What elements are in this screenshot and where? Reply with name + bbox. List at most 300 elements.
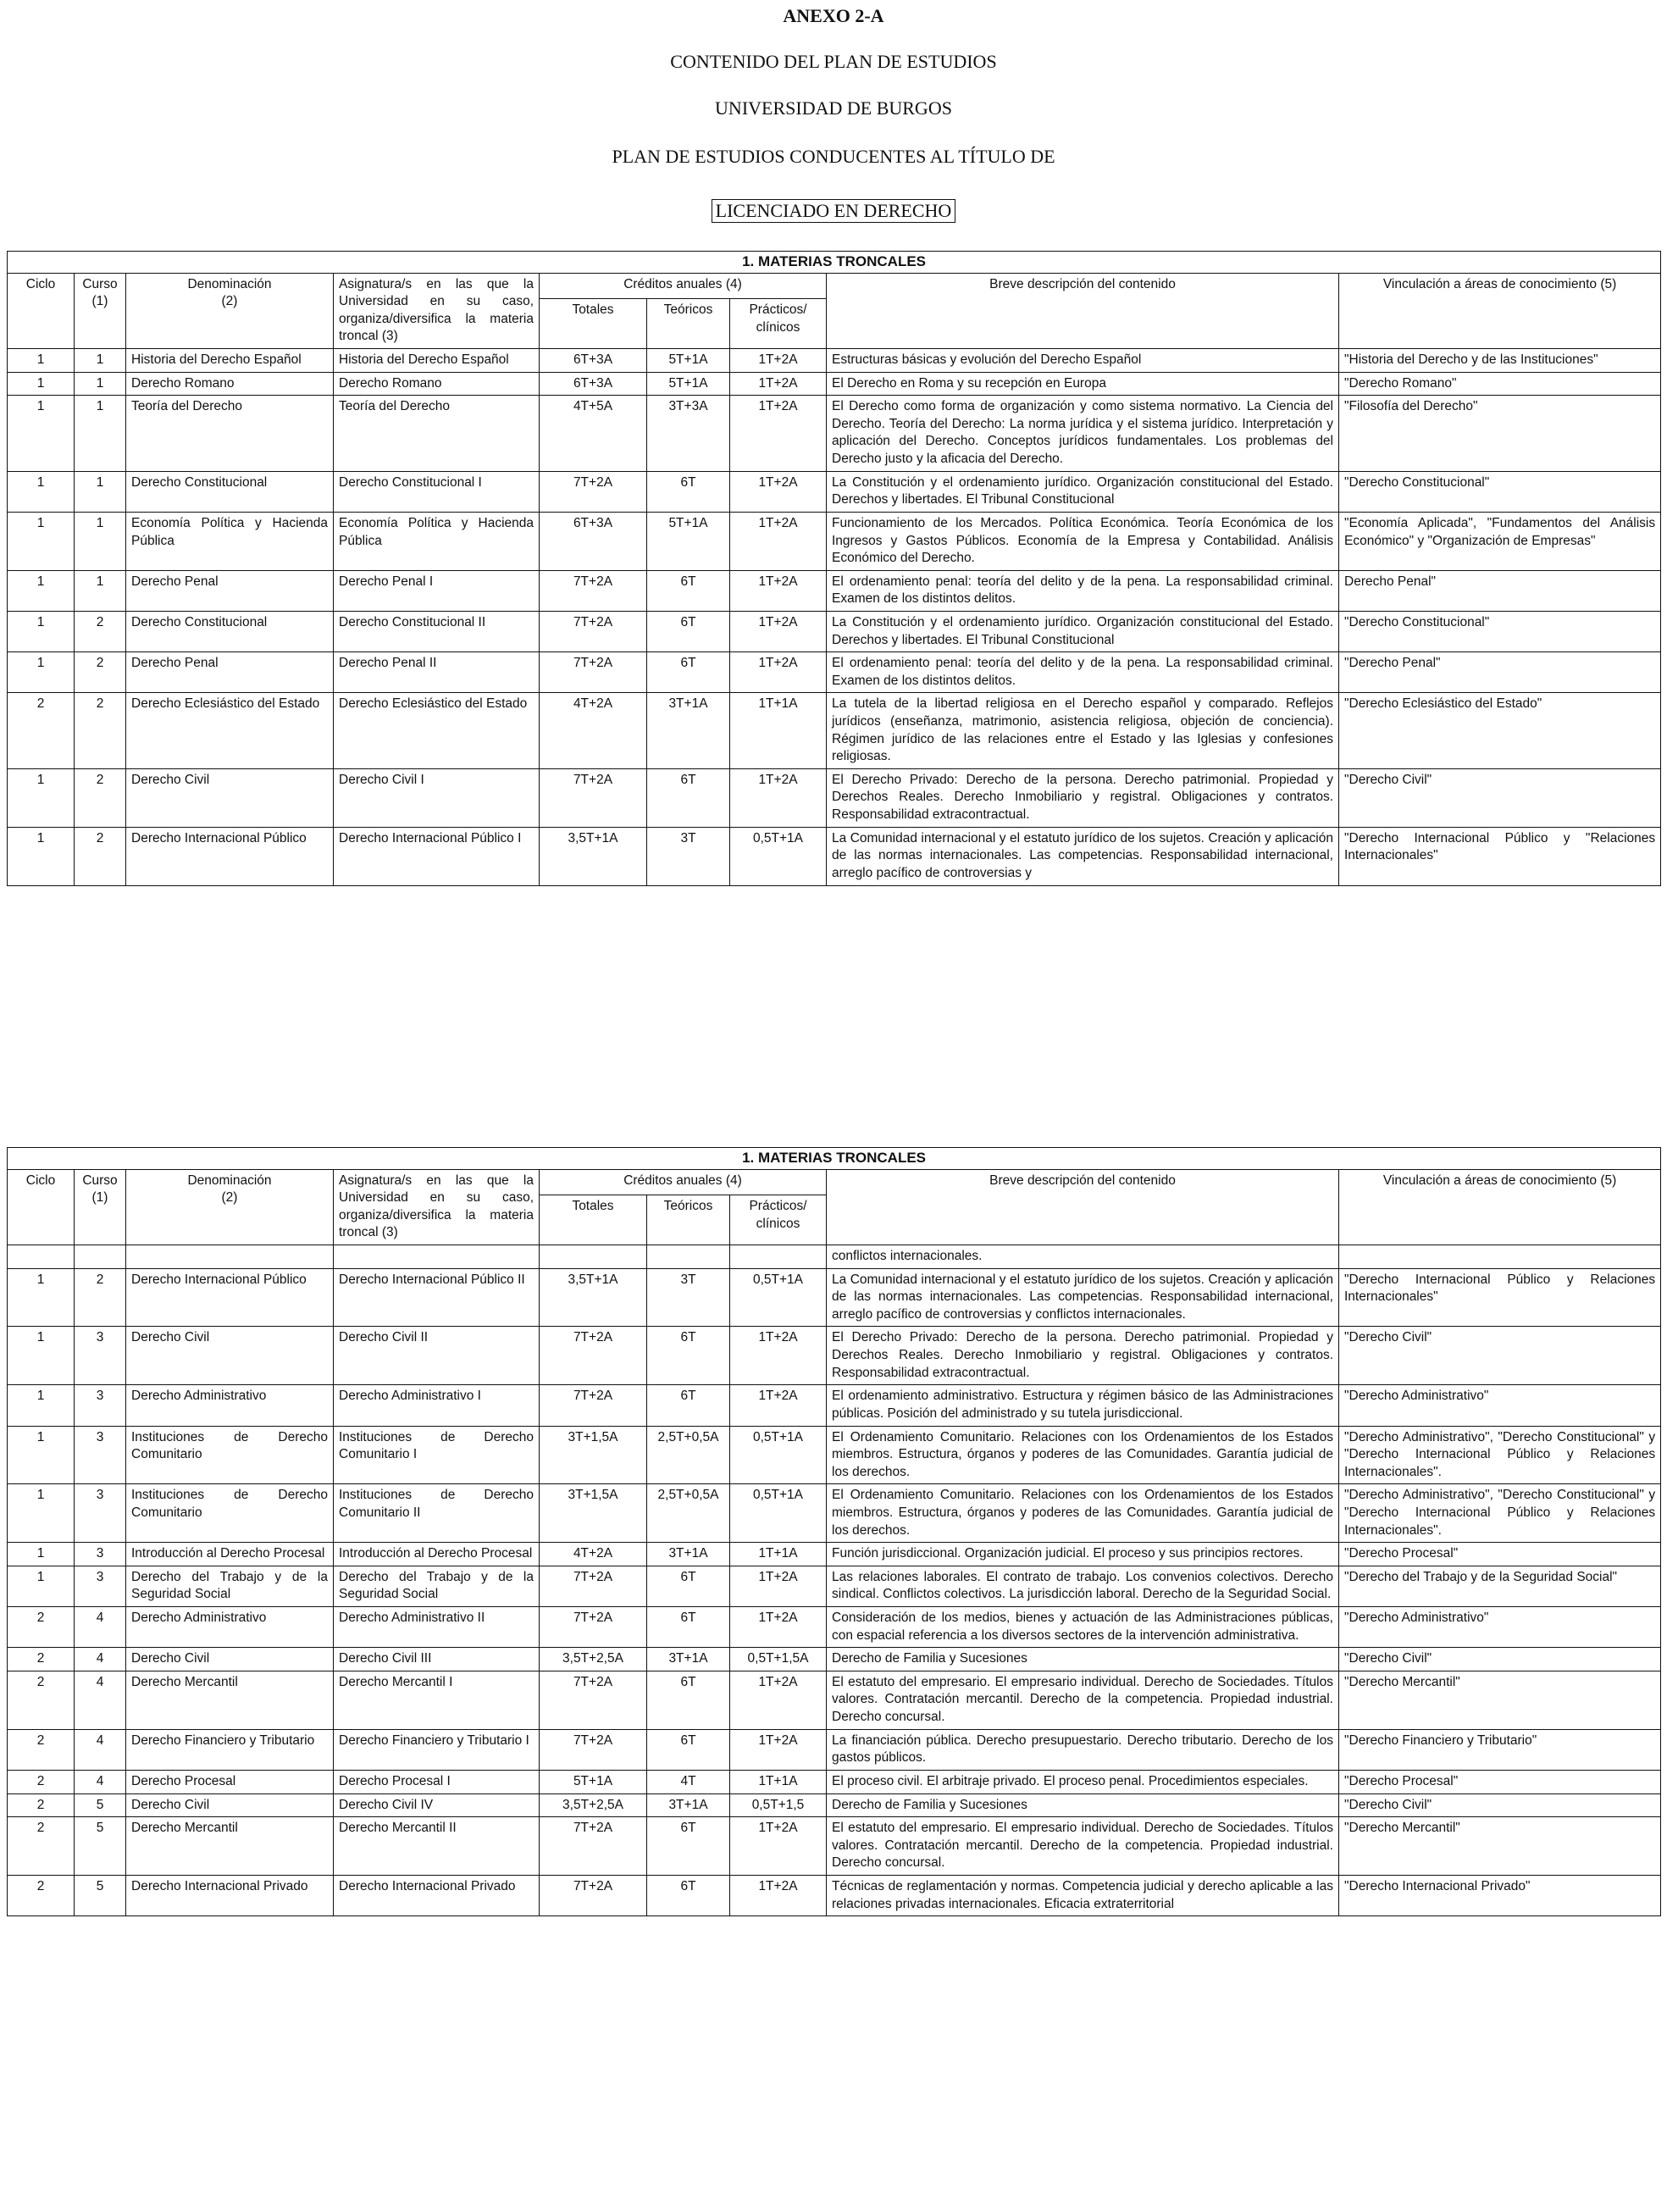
- cell-descripcion: Las relaciones laborales. El contrato de trabajo. Los convenios colectivos. Derecho sindical. Conflictos colectivos. La jurisdicción laboral. Derecho de la Seguridad Social.: [827, 1566, 1339, 1606]
- table-row: [8, 1607, 1661, 1648]
- cell-vinculacion: "Derecho Mercantil": [1339, 1671, 1661, 1729]
- table-row: [8, 1327, 1661, 1385]
- cell-denominacion: Derecho Administrativo: [126, 1385, 334, 1426]
- cell-descripcion: El Ordenamiento Comunitario. Relaciones con los Ordenamientos de los Estados miembros. Estructura, órganos y poderes de las Comunidades. Garantía judicial de los derechos.: [827, 1484, 1339, 1543]
- cell-curso: 2: [75, 693, 126, 768]
- cell-practicos: 1T+2A: [730, 471, 827, 512]
- cell-curso: 3: [75, 1426, 126, 1484]
- cell-practicos: 1T+2A: [730, 1671, 827, 1729]
- cell-ciclo: 1: [8, 768, 75, 827]
- cell-teoricos: 5T+1A: [647, 512, 730, 570]
- cell-ciclo: 2: [8, 1671, 75, 1729]
- table-row: [8, 512, 1661, 570]
- cell-vinculacion: "Derecho Constitucional": [1339, 611, 1661, 651]
- cell-vinculacion: "Derecho Financiero y Tributario": [1339, 1729, 1661, 1770]
- cell-practicos: 0,5T+1A: [730, 1484, 827, 1543]
- cell-teoricos: 2,5T+0,5A: [647, 1426, 730, 1484]
- cell-teoricos: 6T: [647, 768, 730, 827]
- cell-curso: [75, 1245, 126, 1269]
- cell-curso: 3: [75, 1566, 126, 1606]
- cell-curso: 2: [75, 1268, 126, 1327]
- col-descripcion: Breve descripción del contenido: [827, 1169, 1339, 1245]
- cell-practicos: 1T+1A: [730, 1770, 827, 1793]
- cell-practicos: 0,5T+1A: [730, 1426, 827, 1484]
- cell-denominacion: Derecho Mercantil: [126, 1817, 334, 1876]
- cell-vinculacion: "Historia del Derecho y de las Instituciones": [1339, 349, 1661, 373]
- cell-teoricos: 6T: [647, 1385, 730, 1426]
- table-row: [8, 768, 1661, 827]
- cell-descripcion: Derecho de Familia y Sucesiones: [827, 1793, 1339, 1817]
- cell-practicos: 1T+2A: [730, 372, 827, 396]
- cell-asignatura: Derecho Romano: [334, 372, 540, 396]
- table-row: [8, 827, 1661, 885]
- col-denominacion: [126, 1169, 334, 1245]
- cell-teoricos: 6T: [647, 652, 730, 693]
- cell-curso: 1: [75, 396, 126, 471]
- table-row: [8, 1770, 1661, 1793]
- cell-teoricos: 3T+1A: [647, 1793, 730, 1817]
- cell-totales: 6T+3A: [540, 512, 647, 570]
- cell-practicos: 1T+2A: [730, 570, 827, 611]
- cell-totales: 7T+2A: [540, 1729, 647, 1770]
- cell-asignatura: Derecho Administrativo I: [334, 1385, 540, 1426]
- cell-descripcion: La Comunidad internacional y el estatuto jurídico de los sujetos. Creación y aplicación de las normas internacionales. Las competencias. Responsabilidad internacional, arreglo pacífico de controversias y conflictos internacionales.: [827, 1268, 1339, 1327]
- cell-vinculacion: "Derecho Internacional Público y Relaciones Internacionales": [1339, 1268, 1661, 1327]
- cell-denominacion: Derecho Internacional Privado: [126, 1875, 334, 1915]
- cell-ciclo: 1: [8, 1268, 75, 1327]
- col-practicos: Prácticos/ clínicos: [730, 299, 827, 349]
- cell-denominacion: [126, 1245, 334, 1269]
- cell-descripcion: conflictos internacionales.: [827, 1245, 1339, 1269]
- table-row: [8, 396, 1661, 471]
- col-teoricos: Teóricos: [647, 299, 730, 349]
- table-row: [8, 1648, 1661, 1671]
- cell-ciclo: [8, 1245, 75, 1269]
- cell-totales: 7T+2A: [540, 768, 647, 827]
- cell-denominacion: Derecho Internacional Público: [126, 827, 334, 885]
- table-materias-troncales-1: [7, 251, 1661, 886]
- col-totales: Totales: [540, 299, 647, 349]
- cell-practicos: 1T+1A: [730, 693, 827, 768]
- cell-curso: 5: [75, 1793, 126, 1817]
- cell-vinculacion: "Derecho Civil": [1339, 1648, 1661, 1671]
- cell-curso: 1: [75, 512, 126, 570]
- cell-practicos: 1T+2A: [730, 611, 827, 651]
- cell-ciclo: 1: [8, 372, 75, 396]
- cell-descripcion: El ordenamiento administrativo. Estructura y régimen básico de las Administraciones públicas. Posición del administrado y su tutela jurisdiccional.: [827, 1385, 1339, 1426]
- cell-vinculacion: "Derecho Civil": [1339, 1793, 1661, 1817]
- cell-curso: 3: [75, 1543, 126, 1566]
- cell-totales: 7T+2A: [540, 471, 647, 512]
- cell-ciclo: 1: [8, 396, 75, 471]
- cell-asignatura: Economía Política y Hacienda Pública: [334, 512, 540, 570]
- cell-asignatura: [334, 1245, 540, 1269]
- table-row: [8, 570, 1661, 611]
- annex-title: ANEXO 2-A: [783, 5, 884, 26]
- cell-teoricos: 6T: [647, 1327, 730, 1385]
- cell-totales: 3,5T+1A: [540, 827, 647, 885]
- cell-totales: 3,5T+1A: [540, 1268, 647, 1327]
- cell-teoricos: 6T: [647, 611, 730, 651]
- col-teoricos: Teóricos: [647, 1195, 730, 1245]
- table-row: [8, 1817, 1661, 1876]
- cell-asignatura: Derecho Civil II: [334, 1327, 540, 1385]
- table-row: [8, 471, 1661, 512]
- cell-asignatura: Derecho Mercantil I: [334, 1671, 540, 1729]
- cell-practicos: 1T+1A: [730, 1543, 827, 1566]
- cell-practicos: [730, 1245, 827, 1269]
- cell-curso: 3: [75, 1385, 126, 1426]
- cell-asignatura: Derecho Internacional Privado: [334, 1875, 540, 1915]
- col-totales: Totales: [540, 1195, 647, 1245]
- cell-practicos: 1T+2A: [730, 512, 827, 570]
- cell-teoricos: 3T: [647, 1268, 730, 1327]
- cell-curso: 1: [75, 372, 126, 396]
- cell-asignatura: Derecho Administrativo II: [334, 1607, 540, 1648]
- cell-asignatura: Derecho Mercantil II: [334, 1817, 540, 1876]
- col-descripcion: Breve descripción del contenido: [827, 273, 1339, 348]
- cell-teoricos: 3T: [647, 827, 730, 885]
- cell-denominacion: Derecho Civil: [126, 1648, 334, 1671]
- cell-vinculacion: "Derecho Penal": [1339, 652, 1661, 693]
- cell-teoricos: 6T: [647, 1875, 730, 1915]
- plan-content-heading: CONTENIDO DEL PLAN DE ESTUDIOS: [670, 51, 997, 72]
- col-ciclo: Ciclo: [8, 1169, 75, 1245]
- cell-totales: 3,5T+2,5A: [540, 1793, 647, 1817]
- table-row: [8, 652, 1661, 693]
- cell-vinculacion: "Derecho Mercantil": [1339, 1817, 1661, 1876]
- cell-ciclo: 1: [8, 1385, 75, 1426]
- cell-practicos: 0,5T+1,5A: [730, 1648, 827, 1671]
- cell-vinculacion: "Derecho Procesal": [1339, 1543, 1661, 1566]
- cell-teoricos: 5T+1A: [647, 372, 730, 396]
- cell-ciclo: 1: [8, 1327, 75, 1385]
- cell-teoricos: 6T: [647, 471, 730, 512]
- table-row: [8, 611, 1661, 651]
- university-name: UNIVERSIDAD DE BURGOS: [715, 97, 952, 119]
- cell-descripcion: El estatuto del empresario. El empresario individual. Derecho de Sociedades. Títulos valores. Contratación mercantil. Derecho de la competencia. Propiedad industrial. Derecho concursal.: [827, 1671, 1339, 1729]
- cell-curso: 2: [75, 611, 126, 651]
- cell-totales: 3,5T+2,5A: [540, 1648, 647, 1671]
- cell-vinculacion: "Filosofía del Derecho": [1339, 396, 1661, 471]
- table-row: [8, 1245, 1661, 1269]
- cell-ciclo: 1: [8, 1426, 75, 1484]
- cell-denominacion: Teoría del Derecho: [126, 396, 334, 471]
- cell-descripcion: Estructuras básicas y evolución del Derecho Español: [827, 349, 1339, 373]
- cell-descripcion: El ordenamiento penal: teoría del delito y de la pena. La responsabilidad criminal. Examen de los distintos delitos.: [827, 570, 1339, 611]
- col-creditos: Créditos anuales (4): [540, 1169, 827, 1195]
- cell-descripcion: El Derecho en Roma y su recepción en Europa: [827, 372, 1339, 396]
- cell-descripcion: La tutela de la libertad religiosa en el Derecho español y comparado. Reflejos jurídicos (enseñanza, matrimonio, asistencia religiosa, objeción de conciencia). Régimen jurídico de las relaciones entre el Estado y las Iglesias y confesiones religiosas.: [827, 693, 1339, 768]
- cell-teoricos: 5T+1A: [647, 349, 730, 373]
- cell-practicos: 1T+2A: [730, 1566, 827, 1606]
- cell-descripcion: La Constitución y el ordenamiento jurídico. Organización constitucional del Estado. Derechos y libertades. El Tribunal Constitucional: [827, 471, 1339, 512]
- table-materias-troncales-2: [7, 1147, 1661, 1916]
- cell-totales: 7T+2A: [540, 1566, 647, 1606]
- plan-title-line: PLAN DE ESTUDIOS CONDUCENTES AL TÍTULO DE: [612, 146, 1055, 167]
- cell-teoricos: 6T: [647, 1817, 730, 1876]
- col-curso-label: Curso: [82, 1173, 118, 1188]
- cell-curso: 4: [75, 1729, 126, 1770]
- cell-asignatura: Derecho Civil III: [334, 1648, 540, 1671]
- table-row: [8, 1671, 1661, 1729]
- col-curso: [75, 1169, 126, 1245]
- col-denominacion-label: Denominación: [187, 1173, 272, 1188]
- cell-descripcion: Derecho de Familia y Sucesiones: [827, 1648, 1339, 1671]
- table2-body: [8, 1245, 1661, 1916]
- cell-totales: 6T+3A: [540, 372, 647, 396]
- cell-totales: 4T+5A: [540, 396, 647, 471]
- cell-curso: 3: [75, 1327, 126, 1385]
- cell-vinculacion: "Derecho Administrativo", "Derecho Constitucional" y "Derecho Internacional Público y Relaciones Internacionales".: [1339, 1484, 1661, 1543]
- table-row: [8, 1543, 1661, 1566]
- col-creditos: Créditos anuales (4): [540, 273, 827, 298]
- degree-title-wrap: [0, 199, 1667, 223]
- cell-ciclo: 1: [8, 471, 75, 512]
- cell-denominacion: Historia del Derecho Español: [126, 349, 334, 373]
- cell-vinculacion: [1339, 1245, 1661, 1269]
- cell-asignatura: Derecho Internacional Público I: [334, 827, 540, 885]
- cell-ciclo: 1: [8, 652, 75, 693]
- cell-practicos: 0,5T+1A: [730, 1268, 827, 1327]
- cell-asignatura: Derecho Constitucional I: [334, 471, 540, 512]
- cell-ciclo: 2: [8, 1648, 75, 1671]
- col-asignatura: Asignatura/s en las que la Universidad en su caso, organiza/diversifica la materia troncal (3): [334, 1169, 540, 1245]
- cell-denominacion: Derecho Romano: [126, 372, 334, 396]
- cell-descripcion: El proceso civil. El arbitraje privado. El proceso penal. Procedimientos especiales.: [827, 1770, 1339, 1793]
- cell-denominacion: Derecho Mercantil: [126, 1671, 334, 1729]
- cell-denominacion: Derecho del Trabajo y de la Seguridad Social: [126, 1566, 334, 1606]
- col-curso-note: (1): [91, 294, 108, 309]
- cell-vinculacion: "Derecho Eclesiástico del Estado": [1339, 693, 1661, 768]
- cell-totales: 7T+2A: [540, 611, 647, 651]
- cell-denominacion: Derecho Penal: [126, 570, 334, 611]
- cell-teoricos: 6T: [647, 1566, 730, 1606]
- cell-denominacion: Derecho Civil: [126, 1327, 334, 1385]
- cell-totales: 7T+2A: [540, 570, 647, 611]
- col-curso: [75, 273, 126, 348]
- cell-denominacion: Derecho Civil: [126, 768, 334, 827]
- cell-totales: 7T+2A: [540, 1327, 647, 1385]
- cell-vinculacion: "Derecho Administrativo": [1339, 1385, 1661, 1426]
- table-title: 1. MATERIAS TRONCALES: [8, 252, 1661, 274]
- cell-descripcion: Funcionamiento de los Mercados. Política Económica. Teoría Económica de los Ingresos y Gastos Públicos. Economía de la Empresa y Contabilidad. Análisis Económico del Derecho.: [827, 512, 1339, 570]
- cell-vinculacion: "Derecho del Trabajo y de la Seguridad Social": [1339, 1566, 1661, 1606]
- cell-practicos: 1T+2A: [730, 1385, 827, 1426]
- cell-ciclo: 2: [8, 693, 75, 768]
- cell-totales: 7T+2A: [540, 652, 647, 693]
- cell-descripcion: El Derecho como forma de organización y como sistema normativo. La Ciencia del Derecho. Teoría del Derecho: La norma jurídica y el sistema jurídico. Interpretación y aplicación del Derecho. Conceptos jurídicos fundamentales. Los problemas del Derecho justo y la aficacia del Derecho.: [827, 396, 1339, 471]
- cell-practicos: 1T+2A: [730, 1729, 827, 1770]
- cell-denominacion: Derecho Civil: [126, 1793, 334, 1817]
- cell-totales: 4T+2A: [540, 1543, 647, 1566]
- cell-practicos: 1T+2A: [730, 1875, 827, 1915]
- cell-denominacion: Derecho Internacional Público: [126, 1268, 334, 1327]
- cell-asignatura: Derecho Civil IV: [334, 1793, 540, 1817]
- col-denominacion-note: (2): [221, 294, 238, 309]
- table-row: [8, 693, 1661, 768]
- table-row: [8, 1484, 1661, 1543]
- cell-ciclo: 1: [8, 349, 75, 373]
- cell-totales: 7T+2A: [540, 1817, 647, 1876]
- cell-curso: 1: [75, 570, 126, 611]
- cell-descripcion: Consideración de los medios, bienes y actuación de las Administraciones públicas, con espacial referencia a los diversos sectores de la intervención administrativa.: [827, 1607, 1339, 1648]
- cell-ciclo: 1: [8, 1543, 75, 1566]
- col-curso-note: (1): [91, 1190, 108, 1206]
- cell-asignatura: Instituciones de Derecho Comunitario II: [334, 1484, 540, 1543]
- cell-teoricos: 6T: [647, 1607, 730, 1648]
- cell-vinculacion: "Derecho Internacional Privado": [1339, 1875, 1661, 1915]
- table-row: [8, 1566, 1661, 1606]
- col-vinculacion: Vinculación a áreas de conocimiento (5): [1339, 1169, 1661, 1245]
- cell-denominacion: Instituciones de Derecho Comunitario: [126, 1426, 334, 1484]
- cell-vinculacion: "Economía Aplicada", "Fundamentos del Análisis Económico" y "Organización de Empresas": [1339, 512, 1661, 570]
- cell-ciclo: 1: [8, 1566, 75, 1606]
- cell-ciclo: 1: [8, 827, 75, 885]
- cell-teoricos: 3T+3A: [647, 396, 730, 471]
- cell-practicos: 1T+2A: [730, 1607, 827, 1648]
- col-denominacion-label: Denominación: [187, 276, 272, 291]
- cell-denominacion: Derecho Administrativo: [126, 1607, 334, 1648]
- cell-curso: 4: [75, 1770, 126, 1793]
- cell-asignatura: Introducción al Derecho Procesal: [334, 1543, 540, 1566]
- col-vinculacion: Vinculación a áreas de conocimiento (5): [1339, 273, 1661, 348]
- cell-ciclo: 2: [8, 1793, 75, 1817]
- cell-curso: 3: [75, 1484, 126, 1543]
- cell-curso: 5: [75, 1875, 126, 1915]
- cell-teoricos: 3T+1A: [647, 693, 730, 768]
- cell-curso: 2: [75, 652, 126, 693]
- cell-totales: 7T+2A: [540, 1671, 647, 1729]
- cell-descripcion: El Derecho Privado: Derecho de la persona. Derecho patrimonial. Propiedad y Derechos Reales. Derecho Inmobiliario y registral. Obligaciones y contratos. Responsabilidad extracontractual.: [827, 1327, 1339, 1385]
- cell-asignatura: Historia del Derecho Español: [334, 349, 540, 373]
- col-asignatura: Asignatura/s en las que la Universidad en su caso, organiza/diversifica la materia troncal (3): [334, 273, 540, 348]
- cell-denominacion: Instituciones de Derecho Comunitario: [126, 1484, 334, 1543]
- cell-ciclo: 2: [8, 1607, 75, 1648]
- cell-curso: 2: [75, 827, 126, 885]
- cell-teoricos: 4T: [647, 1770, 730, 1793]
- cell-vinculacion: "Derecho Administrativo": [1339, 1607, 1661, 1648]
- cell-denominacion: Economía Política y Hacienda Pública: [126, 512, 334, 570]
- table-row: [8, 1268, 1661, 1327]
- cell-totales: 7T+2A: [540, 1607, 647, 1648]
- cell-curso: 4: [75, 1607, 126, 1648]
- cell-practicos: 0,5T+1,5: [730, 1793, 827, 1817]
- table-row: [8, 1875, 1661, 1915]
- col-denominacion: [126, 273, 334, 348]
- cell-practicos: 1T+2A: [730, 768, 827, 827]
- cell-asignatura: Derecho del Trabajo y de la Seguridad Social: [334, 1566, 540, 1606]
- cell-vinculacion: "Derecho Civil": [1339, 768, 1661, 827]
- cell-ciclo: 1: [8, 570, 75, 611]
- cell-asignatura: Derecho Eclesiástico del Estado: [334, 693, 540, 768]
- cell-denominacion: Derecho Penal: [126, 652, 334, 693]
- cell-descripcion: El Derecho Privado: Derecho de la persona. Derecho patrimonial. Propiedad y Derechos Reales. Derecho Inmobiliario y registral. Obligaciones y contratos. Responsabilidad extracontractual.: [827, 768, 1339, 827]
- table-title: 1. MATERIAS TRONCALES: [8, 1148, 1661, 1170]
- cell-practicos: 0,5T+1A: [730, 827, 827, 885]
- cell-asignatura: Derecho Financiero y Tributario I: [334, 1729, 540, 1770]
- cell-curso: 2: [75, 768, 126, 827]
- cell-vinculacion: "Derecho Constitucional": [1339, 471, 1661, 512]
- cell-teoricos: 3T+1A: [647, 1648, 730, 1671]
- cell-denominacion: Derecho Constitucional: [126, 611, 334, 651]
- col-ciclo: Ciclo: [8, 273, 75, 348]
- table-row: [8, 372, 1661, 396]
- cell-practicos: 1T+2A: [730, 396, 827, 471]
- cell-teoricos: [647, 1245, 730, 1269]
- cell-totales: 3T+1,5A: [540, 1426, 647, 1484]
- cell-totales: 4T+2A: [540, 693, 647, 768]
- cell-totales: 5T+1A: [540, 1770, 647, 1793]
- cell-asignatura: Derecho Penal I: [334, 570, 540, 611]
- cell-vinculacion: "Derecho Procesal": [1339, 1770, 1661, 1793]
- cell-asignatura: Instituciones de Derecho Comunitario I: [334, 1426, 540, 1484]
- cell-teoricos: 6T: [647, 1671, 730, 1729]
- cell-curso: 4: [75, 1671, 126, 1729]
- cell-ciclo: 2: [8, 1770, 75, 1793]
- table-row: [8, 1426, 1661, 1484]
- cell-teoricos: 6T: [647, 570, 730, 611]
- cell-totales: 6T+3A: [540, 349, 647, 373]
- cell-asignatura: Derecho Procesal I: [334, 1770, 540, 1793]
- cell-practicos: 1T+2A: [730, 1817, 827, 1876]
- cell-asignatura: Derecho Civil I: [334, 768, 540, 827]
- cell-totales: 7T+2A: [540, 1875, 647, 1915]
- table1-body: [8, 349, 1661, 885]
- cell-ciclo: 1: [8, 611, 75, 651]
- col-curso-label: Curso: [82, 276, 118, 291]
- cell-ciclo: 1: [8, 1484, 75, 1543]
- cell-asignatura: Derecho Penal II: [334, 652, 540, 693]
- cell-curso: 1: [75, 471, 126, 512]
- table-row: [8, 349, 1661, 373]
- cell-descripcion: El ordenamiento penal: teoría del delito y de la pena. La responsabilidad criminal. Examen de los distintos delitos.: [827, 652, 1339, 693]
- table-row: [8, 1729, 1661, 1770]
- cell-asignatura: Teoría del Derecho: [334, 396, 540, 471]
- cell-vinculacion: Derecho Penal": [1339, 570, 1661, 611]
- col-denominacion-note: (2): [221, 1190, 238, 1206]
- degree-title: LICENCIADO EN DERECHO: [712, 199, 956, 223]
- cell-descripcion: El Ordenamiento Comunitario. Relaciones con los Ordenamientos de los Estados miembros. Estructura, órganos y poderes de las Comunidades. Garantía judicial de los derechos.: [827, 1426, 1339, 1484]
- cell-ciclo: 1: [8, 512, 75, 570]
- cell-vinculacion: "Derecho Romano": [1339, 372, 1661, 396]
- cell-denominacion: Introducción al Derecho Procesal: [126, 1543, 334, 1566]
- cell-vinculacion: "Derecho Civil": [1339, 1327, 1661, 1385]
- cell-teoricos: 2,5T+0,5A: [647, 1484, 730, 1543]
- cell-vinculacion: "Derecho Internacional Público y "Relaciones Internacionales": [1339, 827, 1661, 885]
- cell-totales: [540, 1245, 647, 1269]
- cell-ciclo: 2: [8, 1817, 75, 1876]
- cell-practicos: 1T+2A: [730, 349, 827, 373]
- cell-denominacion: Derecho Financiero y Tributario: [126, 1729, 334, 1770]
- cell-descripcion: Función jurisdiccional. Organización judicial. El proceso y sus principios rectores.: [827, 1543, 1339, 1566]
- cell-denominacion: Derecho Eclesiástico del Estado: [126, 693, 334, 768]
- cell-curso: 1: [75, 349, 126, 373]
- table-row: [8, 1793, 1661, 1817]
- cell-descripcion: La Constitución y el ordenamiento jurídico. Organización constitucional del Estado. Derechos y libertades. El Tribunal Constitucional: [827, 611, 1339, 651]
- cell-ciclo: 2: [8, 1875, 75, 1915]
- cell-curso: 5: [75, 1817, 126, 1876]
- cell-descripcion: Técnicas de reglamentación y normas. Competencia judicial y derecho aplicable a las relaciones privadas internacionales. Eficacia extraterritorial: [827, 1875, 1339, 1915]
- cell-curso: 4: [75, 1648, 126, 1671]
- cell-asignatura: Derecho Constitucional II: [334, 611, 540, 651]
- cell-denominacion: Derecho Constitucional: [126, 471, 334, 512]
- col-practicos: Prácticos/ clínicos: [730, 1195, 827, 1245]
- cell-teoricos: 3T+1A: [647, 1543, 730, 1566]
- cell-descripcion: La financiación pública. Derecho presupuestario. Derecho tributario. Derecho de los gastos públicos.: [827, 1729, 1339, 1770]
- cell-practicos: 1T+2A: [730, 652, 827, 693]
- cell-vinculacion: "Derecho Administrativo", "Derecho Constitucional" y "Derecho Internacional Público y Relaciones Internacionales".: [1339, 1426, 1661, 1484]
